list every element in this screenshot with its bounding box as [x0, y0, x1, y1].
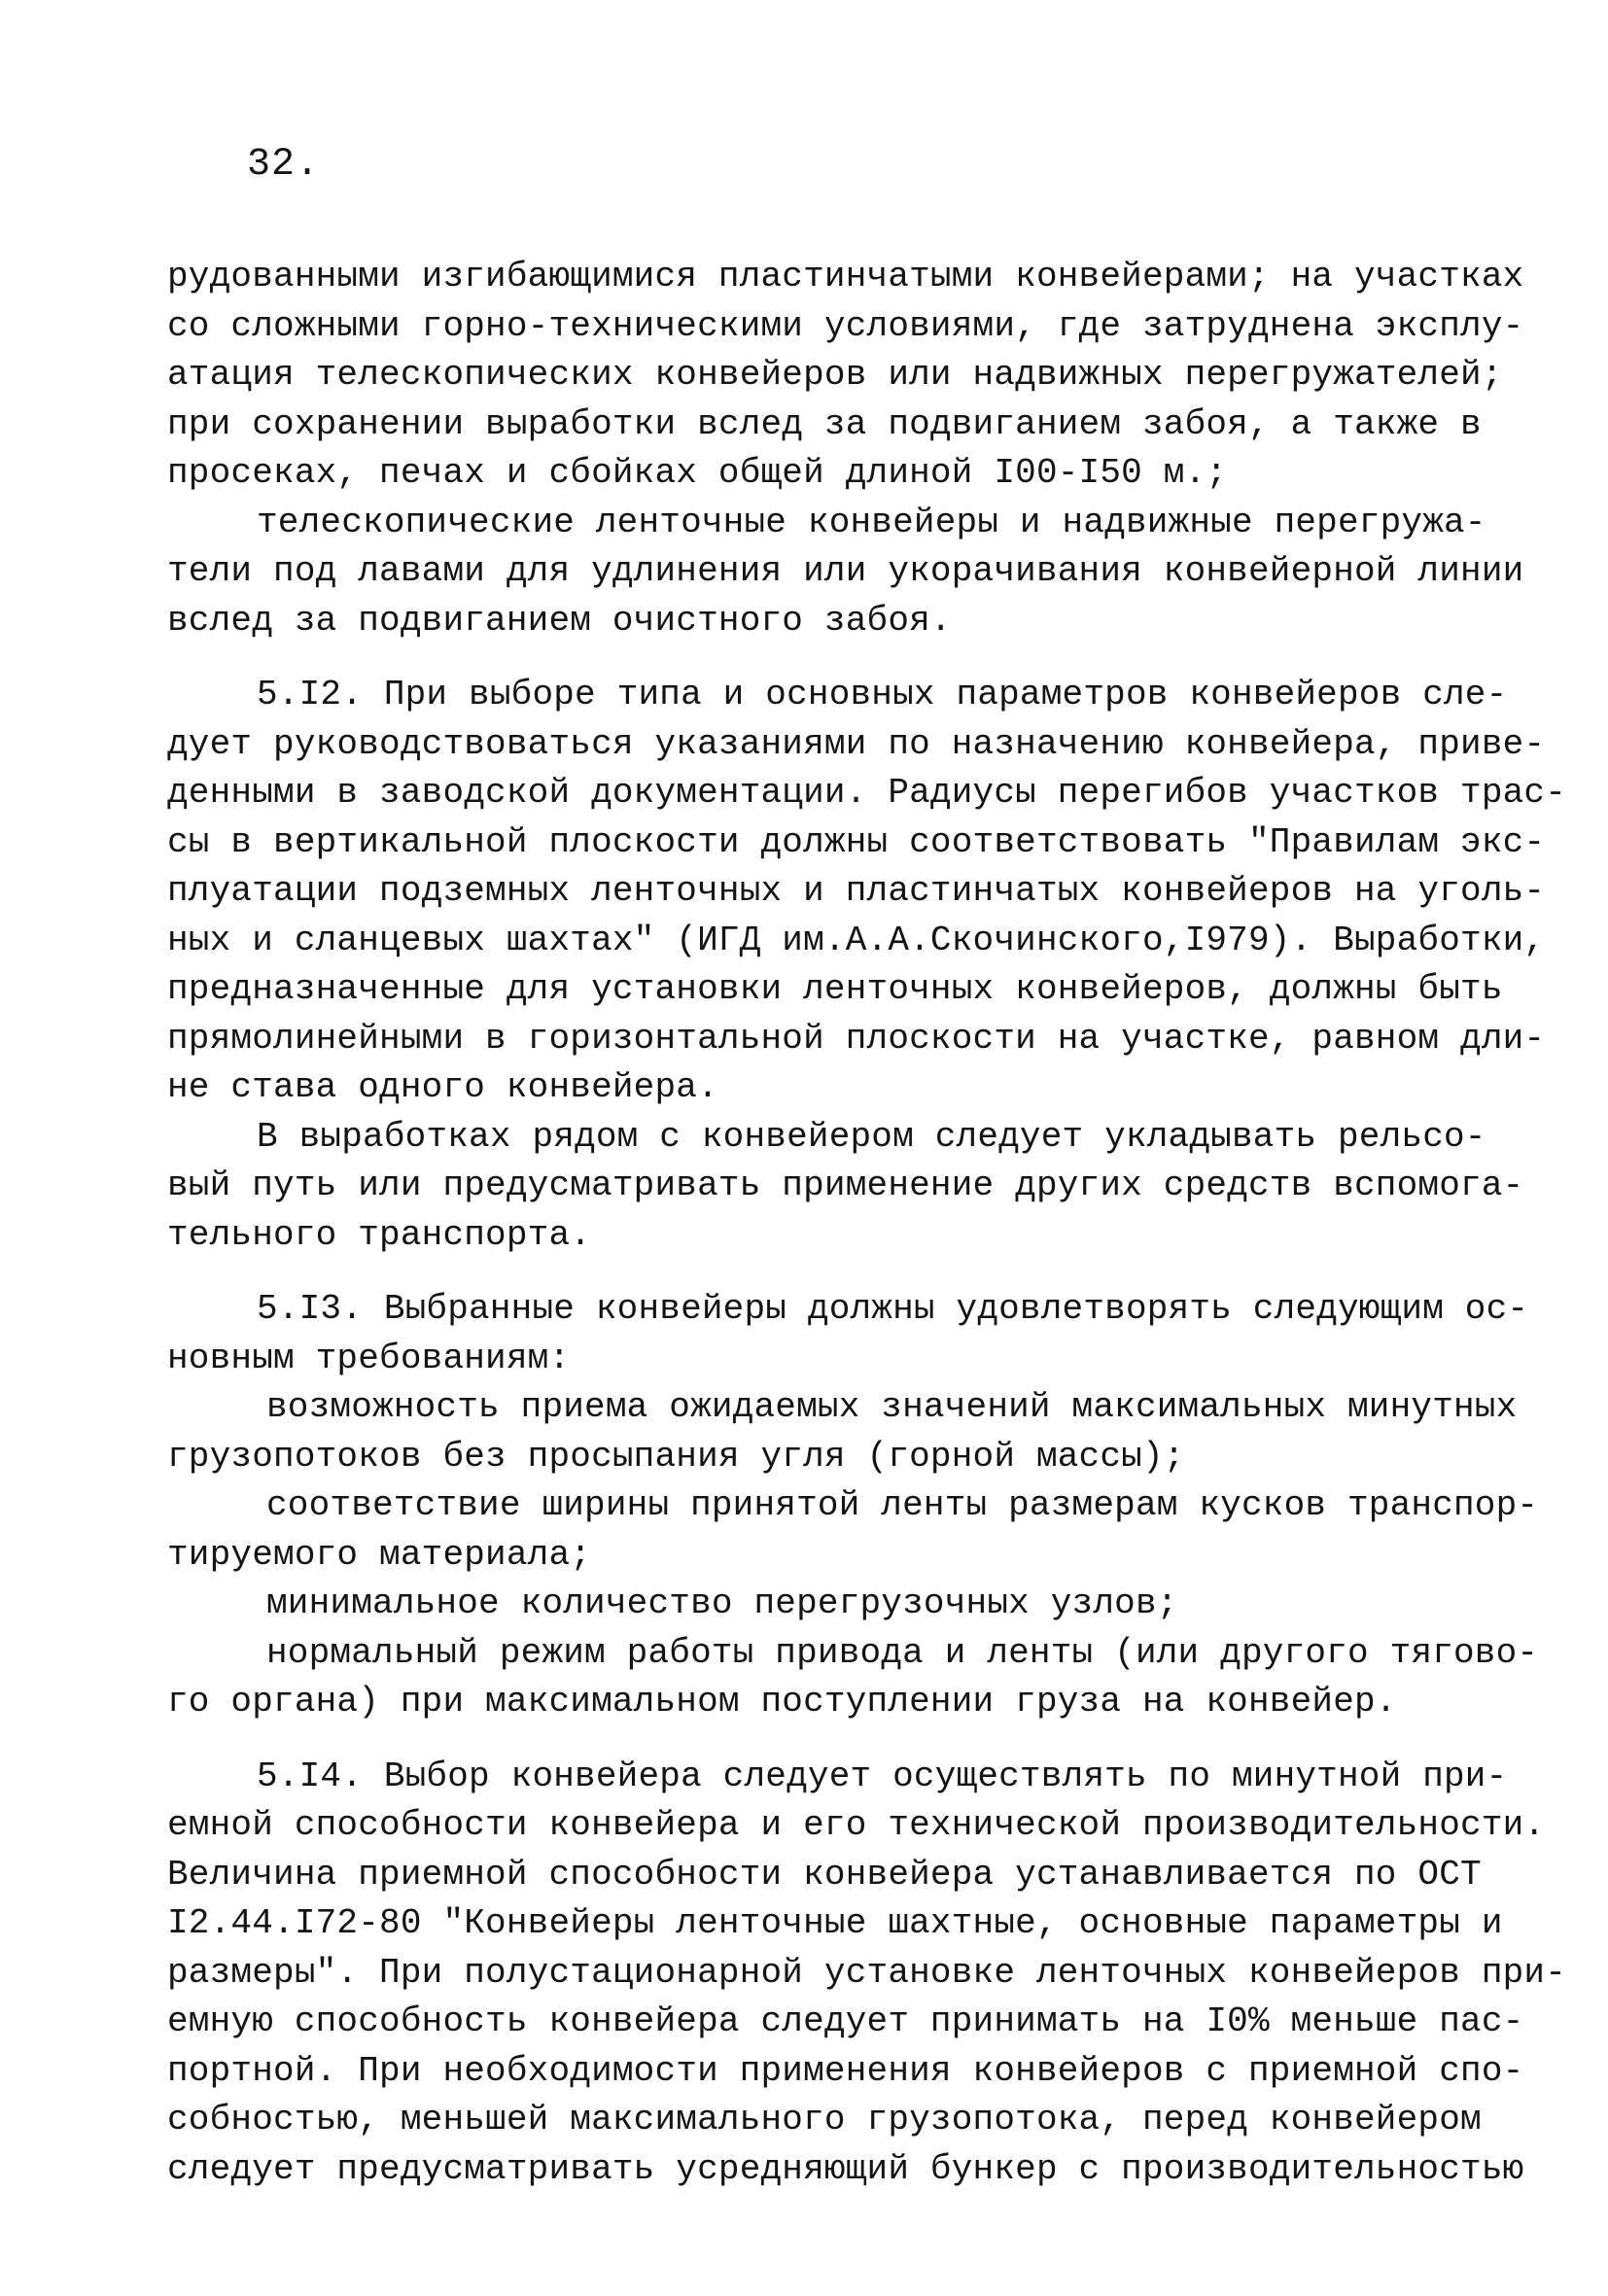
text-line: дует руководствоваться указаниями по назначению конвейера, приве-	[167, 723, 1546, 764]
text-line: телескопические ленточные конвейеры и надвижные перегружа-	[257, 502, 1486, 542]
text-line: I2.44.I72-80 "Конвейеры ленточные шахтные, основные параметры и	[167, 1903, 1503, 1943]
text-line: плуатации подземных ленточных и пластинчатых конвейеров на уголь-	[167, 871, 1546, 911]
text-line: рудованными изгибающимися пластинчатыми конвейерами; на участках	[167, 257, 1524, 296]
text-line: сы в вертикальной плоскости должны соответствовать "Правилам экс-	[167, 821, 1546, 862]
text-line: 5.I3. Выбранные конвейеры должны удовлетворять следующим ос-	[257, 1289, 1529, 1329]
text-line: со сложными горно-техническими условиями, где затруднена эксплу-	[167, 305, 1524, 346]
paragraph-gap	[167, 1260, 1460, 1285]
text-line: 5.I2. При выборе типа и основных параметров конвейеров сле-	[257, 675, 1508, 714]
text-line: не става одного конвейера.	[167, 1067, 718, 1107]
text-line: тели под лавами для удлинения или укорачивания конвейерной линии	[167, 551, 1524, 591]
body-text	[167, 253, 1567, 2194]
text-line: собностью, меньшей максимального грузопотока, перед конвейером	[167, 2100, 1482, 2139]
text-line: грузопотоков без просыпания угля (горной массы);	[167, 1436, 1185, 1477]
text-line: тельного транспорта.	[167, 1214, 592, 1255]
text-line: минимальное количество перегрузочных узлов;	[266, 1583, 1178, 1623]
text-line: при сохранении выработки вслед за подвиганием забоя, а также в	[167, 403, 1482, 444]
text-line: предназначенные для установки ленточных конвейеров, должны быть	[167, 969, 1503, 1009]
text-line: прямолинейными в горизонтальной плоскости на участке, равном дли-	[167, 1018, 1546, 1059]
paragraph-gap	[167, 1727, 1460, 1753]
text-line: вый путь или предусматривать применение других средств вспомога-	[167, 1165, 1524, 1205]
text-line: вслед за подвиганием очистного забоя.	[167, 600, 952, 641]
text-line: В выработках рядом с конвейером следует укладывать рельсо-	[257, 1116, 1486, 1157]
text-line: го органа) при максимальном поступлении груза на конвейер.	[167, 1682, 1397, 1722]
text-line: денными в заводской документации. Радиусы перегибов участков трас-	[167, 773, 1567, 813]
text-line: новным требованиям:	[167, 1338, 571, 1378]
text-line: следует предусматривать усредняющий бункер с производительностью	[167, 2148, 1524, 2189]
text-line: портной. При необходимости применения конвейеров с приемной спо-	[167, 2050, 1524, 2091]
paragraph-gap	[167, 645, 1460, 671]
text-line: емную способность конвейера следует принимать на I0% меньше пас-	[167, 2001, 1524, 2041]
text-line: просеках, печах и сбойках общей длиной I00-I50 м.;	[167, 453, 1228, 493]
text-line: тируемого материала;	[167, 1534, 592, 1575]
text-line: 5.I4. Выбор конвейера следует осуществлять по минутной при-	[257, 1756, 1508, 1796]
text-line: Величина приемной способности конвейера устанавливается по ОСТ	[167, 1854, 1482, 1895]
text-line: нормальный режим работы привода и ленты (или другого тягово-	[266, 1632, 1539, 1673]
text-line: атация телескопических конвейеров или надвижных перегружателей;	[167, 355, 1503, 395]
text-line: размеры". При полустационарной установке ленточных конвейеров при-	[167, 1952, 1567, 1993]
text-line: возможность приема ожидаемых значений максимальных минутных	[266, 1387, 1518, 1427]
text-line: емной способности конвейера и его технической производительности.	[167, 1805, 1546, 1845]
page-number: 32.	[247, 143, 321, 187]
text-line: соответствие ширины принятой ленты размерам кусков транспор-	[266, 1485, 1539, 1525]
text-line: ных и сланцевых шахтах" (ИГД им.А.А.Скочинского,I979). Выработки,	[167, 920, 1546, 960]
